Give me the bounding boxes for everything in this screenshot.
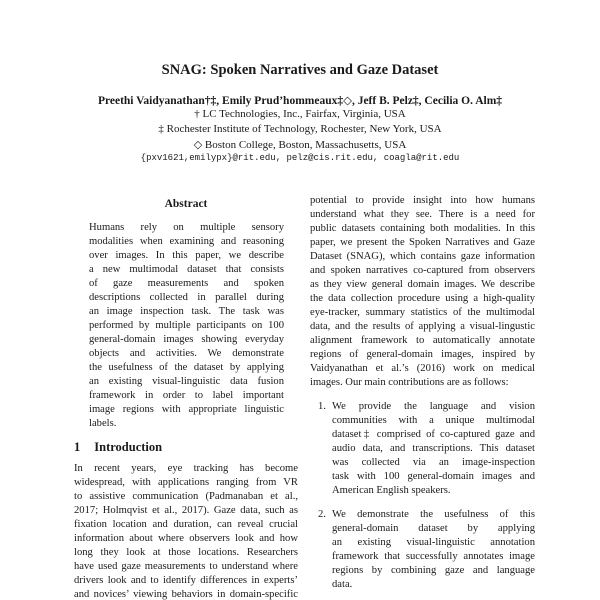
intro-line: to assistive communication (Padmanaban et al., [74, 491, 298, 502]
abstract-line: an existing visual-linguistic data fusion [89, 376, 284, 387]
col2-line: the data collection procedure using a high-quality [310, 293, 535, 304]
affiliation-1: † LC Technologies, Inc., Fairfax, Virginia, USA [194, 108, 406, 120]
abstract-line: modalities when examining and reasoning [89, 236, 284, 247]
list-item-line: We provide the language and vision [332, 401, 535, 412]
intro-line: In recent years, eye tracking has become [74, 463, 298, 474]
intro-line: and novices’ viewing behaviors in domain-specific [74, 589, 298, 600]
list-item-line: audio data, and transcriptions. This dataset [332, 443, 535, 454]
abstract-line: framework in order to label important [89, 390, 284, 401]
abstract-heading: Abstract [164, 198, 208, 210]
paper-title: SNAG: Spoken Narratives and Gaze Dataset [161, 62, 439, 78]
abstract-line: image regions with appropriate linguistic [89, 404, 284, 415]
list-item-number: 2. [318, 509, 326, 520]
abstract-line: objects and activities. We demonstrate [89, 348, 284, 359]
intro-line: have used gaze measurements to understand where [74, 561, 298, 572]
col2-line: and spoken narratives co-captured from observers [310, 265, 535, 276]
abstract-line: the usefulness of the dataset by applying [89, 362, 284, 373]
intro-line: widespread, with applications ranging from VR [74, 477, 298, 488]
col2-line: Vaidyanathan et al.’s (2016) work on medical [310, 363, 535, 374]
list-item-line: American English speakers. [332, 485, 451, 496]
intro-line: drivers look and to identify differences in experts’ [74, 575, 298, 586]
list-item-line: dataset‡ comprised of co-captured gaze and [332, 429, 535, 440]
intro-line: information about where observers look and how [74, 533, 298, 544]
author-emails: {pxv1621,emilypx}@rit.edu, pelz@cis.rit.edu, coagla@rit.edu [140, 153, 460, 163]
intro-line: long they look at those locations. Researchers [74, 547, 298, 558]
col2-line: data, and the results of applying a visual-lingustic [310, 321, 535, 332]
list-item-line: was collected via an image-inspection [332, 457, 535, 468]
col2-line: images. Our main contributions are as follows: [310, 377, 509, 388]
col2-line: regions of general-domain images, inspired by [310, 349, 535, 360]
col2-line: understand what they see. There is a need for [310, 209, 535, 220]
affiliation-2: ‡ Rochester Institute of Technology, Rochester, New York, USA [158, 123, 442, 135]
abstract-line: general-domain images showing everyday [89, 334, 284, 345]
abstract-line: labels. [89, 418, 117, 429]
col2-line: potential to provide insight into how humans [310, 195, 535, 206]
col2-line: paper, we present the Spoken Narratives and Gaze [310, 237, 535, 248]
col2-line: as they view general domain images. We describe [310, 279, 535, 290]
intro-line: fixation location and duration, can reveal crucial [74, 519, 298, 530]
list-item-line: We demonstrate the usefulness of this [332, 509, 535, 520]
list-item-line: general-domain dataset by applying [332, 523, 535, 534]
affiliation-3: ◇ Boston College, Boston, Massachusetts, USA [193, 139, 407, 151]
list-item-line: data. [332, 579, 353, 590]
col2-line: public datasets containing both modalities. In this [310, 223, 535, 234]
list-item-line: regions by combining gaze and language [332, 565, 535, 576]
list-item-number: 1. [318, 401, 326, 412]
section-heading [74, 440, 162, 455]
abstract-line: a new multimodal dataset that consists [89, 264, 284, 275]
list-item-line: task with 100 general-domain images and [332, 471, 535, 482]
section-number: 1 [74, 440, 81, 454]
abstract-line: performed by multiple participants on 100 [89, 320, 284, 331]
intro-line: 2017; Holmqvist et al., 2017). Gaze data, such as [74, 505, 298, 516]
section-title: Introduction [94, 440, 163, 454]
abstract-line: descriptions collected in parallel during [89, 292, 284, 303]
author-list: Preethi Vaidyanathan†‡, Emily Prud’hommeaux‡◇, Jeff B. Pelz‡, Cecilia O. Alm‡ [97, 95, 503, 107]
abstract-line: over images. In this paper, we describe [89, 250, 284, 261]
abstract-line: of gaze measurements and spoken [89, 278, 284, 289]
col2-line: eye-tracker, summary statistics of the multimodal [310, 307, 535, 318]
list-item-line: framework that successfully annotates image [332, 551, 535, 562]
list-item-line: communities with a unique multimodal [332, 415, 535, 426]
abstract-line: an image inspection task. The task was [89, 306, 284, 317]
abstract-line: Humans rely on multiple sensory [89, 222, 284, 233]
col2-line: Dataset (SNAG), which contains gaze information [310, 251, 535, 262]
list-item-line: an existing visual-linguistic annotation [332, 537, 535, 548]
col2-line: alignment framework to automatically annotate [310, 335, 535, 346]
